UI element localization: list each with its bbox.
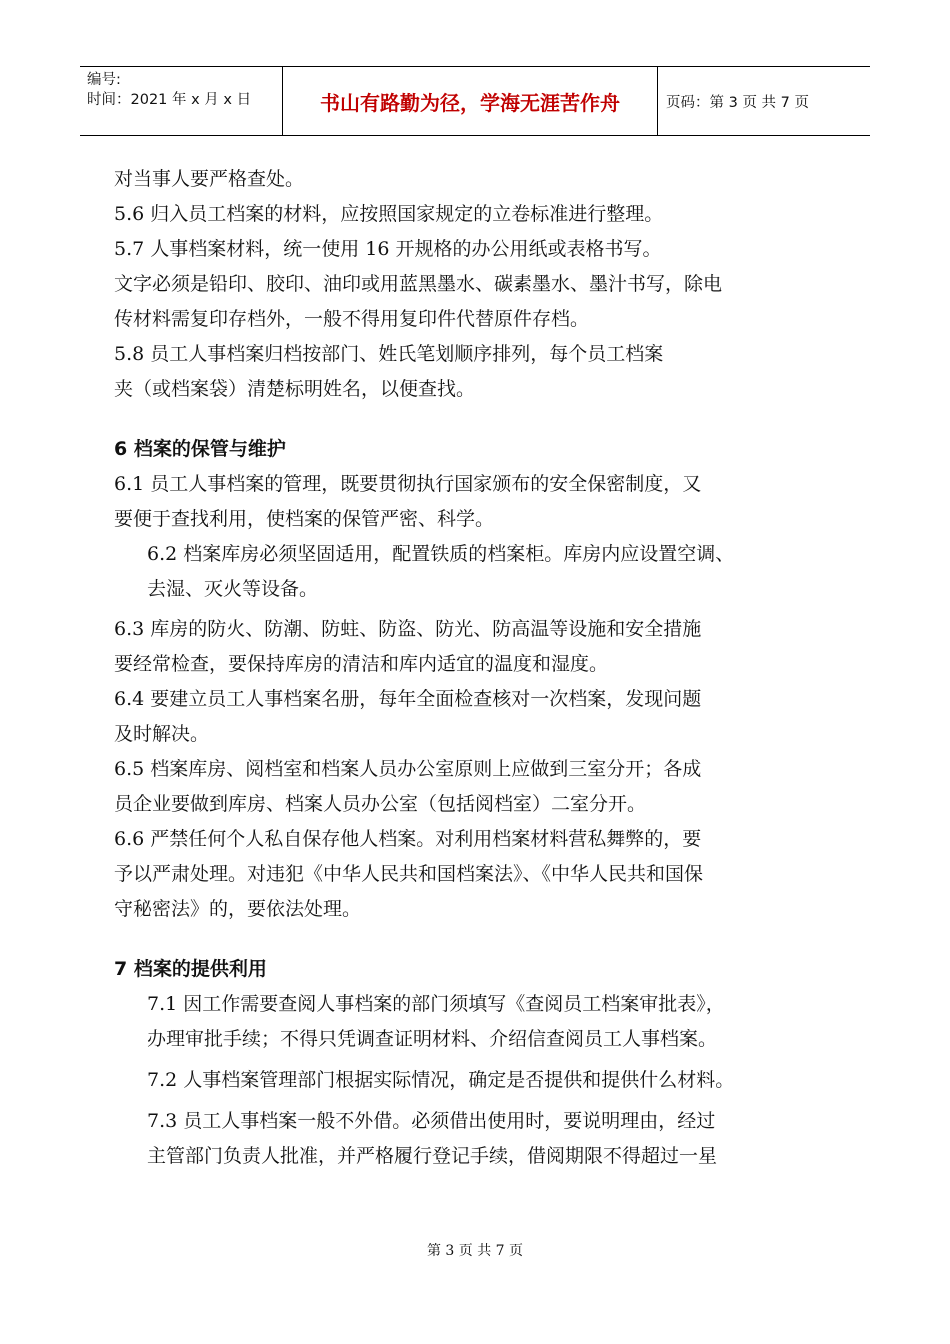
section-6-line: 要便于查找利用，使档案的保管严密、科学。 [114, 508, 495, 530]
section-6-line: 员企业要做到库房、档案人员办公室（包括阅档室）二室分开。 [114, 793, 647, 815]
section-6-line: 6.5 档案库房、阅档室和档案人员办公室原则上应做到三室分开；各成 [114, 758, 702, 780]
header-meta [80, 67, 282, 135]
document-body [114, 162, 854, 1174]
page-header [80, 66, 870, 136]
section-6-line: 要经常检查，要保持库房的清洁和库内适宜的温度和湿度。 [114, 653, 609, 675]
section-7-line: 7.1 因工作需要查阅人事档案的部门须填写《查阅员工档案审批表》， [147, 993, 725, 1015]
body-line: 5.7 人事档案材料，统一使用 16 开规格的办公用纸或表格书写。 [114, 238, 662, 260]
section-6-line: 6.1 员工人事档案的管理，既要贯彻执行国家颁布的安全保密制度，又 [114, 473, 702, 495]
section-6-line: 6.6 严禁任何个人私自保存他人档案。对利用档案材料营私舞弊的，要 [114, 828, 702, 850]
section-6-line: 6.4 要建立员工人事档案名册，每年全面检查核对一次档案，发现问题 [114, 688, 702, 710]
section-6-line: 6.2 档案库房必须坚固适用，配置铁质的档案柜。库房内应设置空调、 [147, 543, 735, 565]
body-line: 夹（或档案袋）清楚标明姓名，以便查找。 [114, 378, 476, 400]
section-6-line: 守秘密法》的，要依法处理。 [114, 898, 362, 920]
section-7-line: 办理审批手续；不得只凭调查证明材料、介绍信查阅员工人事档案。 [147, 1028, 718, 1050]
header-motto: 书山有路勤为径，学海无涯苦作舟 [282, 67, 658, 135]
section-6-line: 予以严肃处理。对违犯《中华人民共和国档案法》、《中华人民共和国保 [114, 863, 704, 885]
body-line: 5.8 员工人事档案归档按部门、姓氏笔划顺序排列，每个员工档案 [114, 343, 664, 365]
section-7-heading: 7 档案的提供利用 [114, 958, 267, 980]
section-6-line: 6.3 库房的防火、防潮、防蛀、防盗、防光、防高温等设施和安全措施 [114, 618, 702, 640]
section-7-line: 主管部门负责人批准，并严格履行登记手续，借阅期限不得超过一星 [147, 1145, 718, 1167]
document-date: 时间：2021 年 x 月 x 日 [87, 92, 252, 108]
section-6-line: 去湿、灭火等设备。 [147, 578, 319, 600]
section-6-line: 及时解决。 [114, 723, 210, 745]
document-number-label: 编号: [87, 72, 121, 88]
section-6-heading: 6 档案的保管与维护 [114, 438, 286, 460]
body-line: 文字必须是铅印、胶印、油印或用蓝黑墨水、碳素墨水、墨汁书写，除电 [114, 273, 723, 295]
body-line: 5.6 归入员工档案的材料，应按照国家规定的立卷标准进行整理。 [114, 203, 664, 225]
body-line: 传材料需复印存档外，一般不得用复印件代替原件存档。 [114, 308, 590, 330]
body-line: 对当事人要严格查处。 [114, 168, 305, 190]
section-7-line: 7.3 员工人事档案一般不外借。必须借出使用时，要说明理由，经过 [147, 1110, 716, 1132]
section-7-line: 7.2 人事档案管理部门根据实际情况，确定是否提供和提供什么材料。 [147, 1069, 735, 1091]
page-footer: 第 3 页 共 7 页 [426, 1243, 524, 1259]
header-page-code: 页码：第 3 页 共 7 页 [666, 94, 809, 111]
